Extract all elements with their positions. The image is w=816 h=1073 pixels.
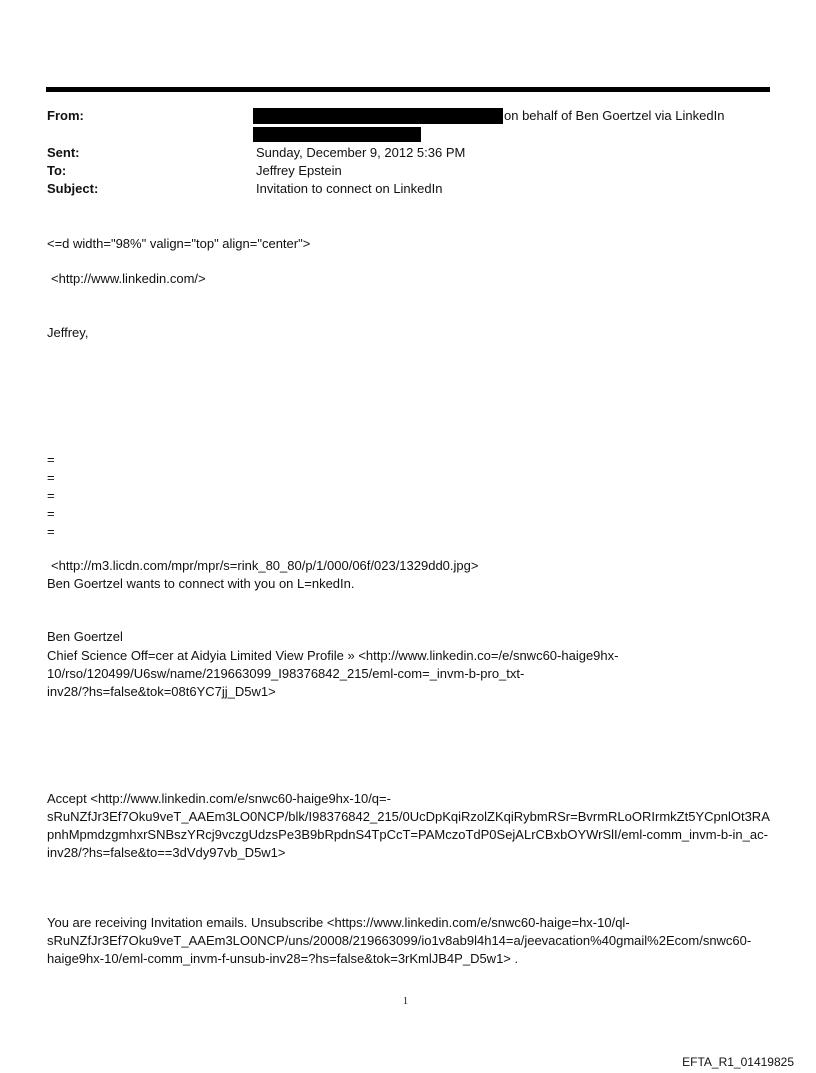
unsubscribe-line[interactable]: sRuNZfJr3Ef7Oku9veT_AAEm3LO0NCP/uns/20008/219663099/io1v8ab9l4h14=a/jeevacation%40gmail%2Ecom/snwc60- xyxy=(47,933,752,948)
sent-label: Sent: xyxy=(47,145,80,160)
sender-name: Ben Goertzel xyxy=(47,629,123,644)
connect-text: Ben Goertzel wants to connect with you on L=nkedIn. xyxy=(47,576,355,591)
image-url[interactable]: <http://m3.licdn.com/mpr/mpr/s=rink_80_80/p/1/000/06f/023/1329dd0.jpg> xyxy=(51,558,479,573)
accept-block xyxy=(47,790,777,862)
equals-line: = xyxy=(47,452,55,467)
equals-line: = xyxy=(47,524,55,539)
html-fragment: <=d width="98%" valign="top" align="center"> xyxy=(47,236,311,251)
to-label: To: xyxy=(47,163,67,178)
accept-line[interactable]: sRuNZfJr3Ef7Oku9veT_AAEm3LO0NCP/blk/I98376842_215/0UcDpKqiRzolZKqiRybmRSr=BvrmRLoORIrmkZt5YCpnlOt3RA xyxy=(47,809,770,824)
equals-line: = xyxy=(47,506,55,521)
profile-block xyxy=(47,647,777,701)
profile-line[interactable]: 10/rso/120499/U6sw/name/219663099_I98376842_215/eml-com=_invm-b-pro_txt- xyxy=(47,666,525,681)
from-label: From: xyxy=(47,108,84,123)
accept-line[interactable]: Accept <http://www.linkedin.com/e/snwc60-haige9hx-10/q=- xyxy=(47,791,391,806)
accept-line[interactable]: pnhMpmdzgmhxrSNBszYRcj9vczgUdzsPe3B9bRpdnS4TpCcT=PAMczoTdP0SejALrCBxbOYWrSlI/eml-comm_invm-b-in_ac- xyxy=(47,827,768,842)
unsubscribe-line[interactable]: haige9hx-10/eml-comm_invm-f-unsub-inv28=?hs=false&tok=3rKmlJB4P_D5w1> . xyxy=(47,951,519,966)
unsubscribe-block xyxy=(47,914,777,968)
redaction-bar xyxy=(253,108,503,124)
linkedin-link[interactable]: <http://www.linkedin.com/> xyxy=(51,271,206,286)
equals-line: = xyxy=(47,488,55,503)
bates-number: EFTA_R1_01419825 xyxy=(682,1055,794,1069)
unsubscribe-line[interactable]: You are receiving Invitation emails. Unsubscribe <https://www.linkedin.com/e/snwc60-haige=hx-10/ql- xyxy=(47,915,630,930)
profile-line[interactable]: inv28/?hs=false&tok=08t6YC7jj_D5w1> xyxy=(47,684,276,699)
header-rule xyxy=(46,87,770,92)
equals-lines xyxy=(47,451,777,541)
subject-label: Subject: xyxy=(47,181,99,196)
page-number: 1 xyxy=(403,996,408,1007)
accept-line[interactable]: inv28/?hs=false&to==3dVdy97vb_D5w1> xyxy=(47,845,286,860)
profile-line[interactable]: Chief Science Off=cer at Aidyia Limited View Profile » <http://www.linkedin.co=/e/snwc60-haige9hx- xyxy=(47,648,619,663)
from-value: on behalf of Ben Goertzel via LinkedIn xyxy=(504,108,725,123)
equals-line: = xyxy=(47,470,55,485)
subject-value: Invitation to connect on LinkedIn xyxy=(256,181,443,196)
greeting: Jeffrey, xyxy=(47,325,89,340)
redaction-bar xyxy=(253,127,421,142)
to-value: Jeffrey Epstein xyxy=(256,163,342,178)
sent-value: Sunday, December 9, 2012 5:36 PM xyxy=(256,145,466,160)
